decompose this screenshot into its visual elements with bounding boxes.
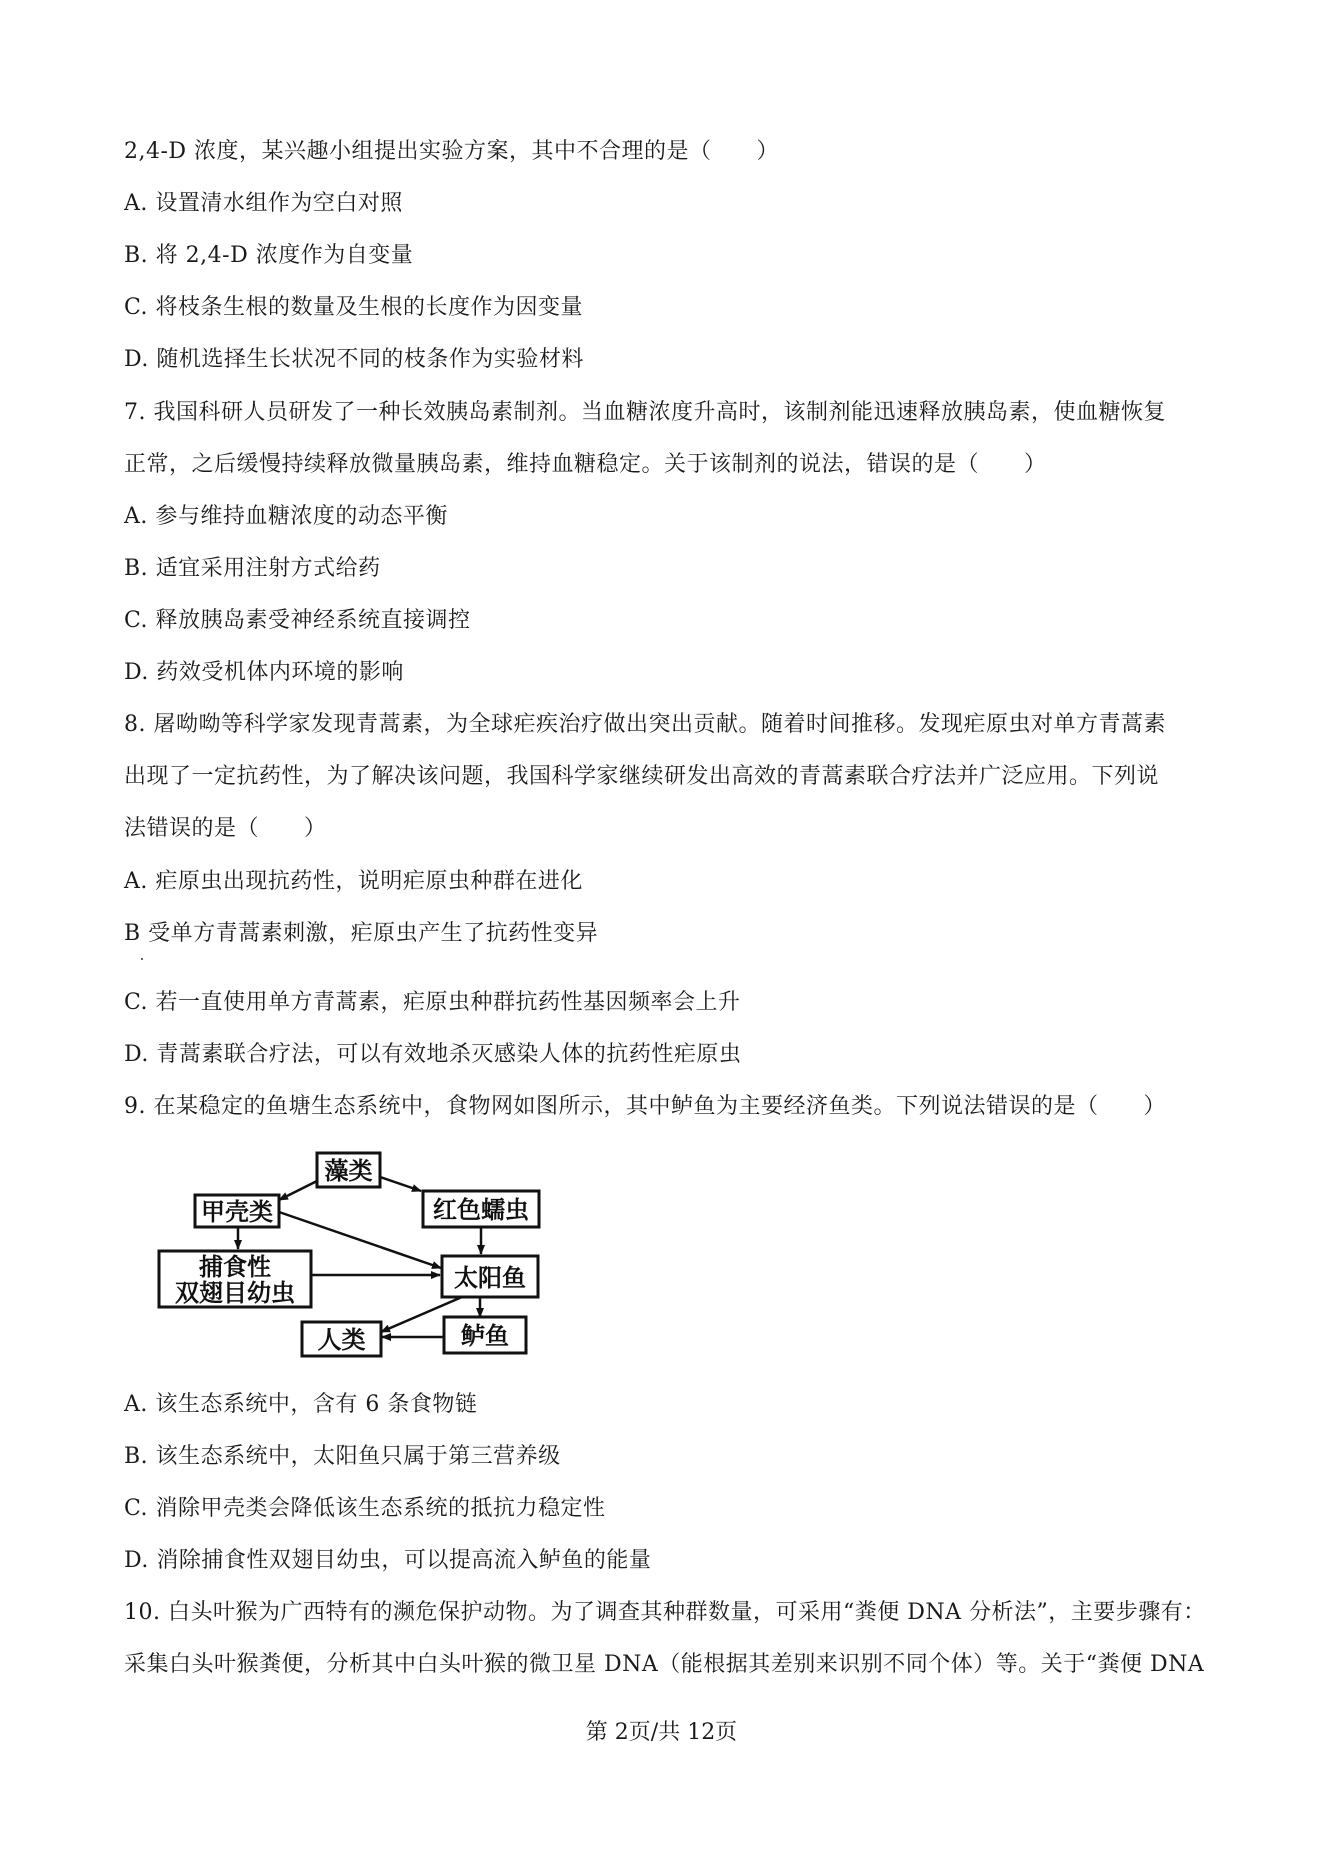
q8-stem-line2: 出现了一定抗药性，为了解决该问题，我国科学家继续研发出高效的青蒿素联合疗法并广泛应用。下列说 [124,764,1160,789]
q9-stem: 9. 在某稳定的鱼塘生态系统中，食物网如图所示，其中鲈鱼为主要经济鱼类。下列说法错误的是（ ） [124,1094,1166,1119]
q8-option-b: B 受单方青蒿素刺激，疟原虫产生了抗药性变异 [124,921,599,946]
q7-stem-line1: 7. 我国科研人员研发了一种长效胰岛素制剂。当血糖浓度升高时，该制剂能迅速释放胰岛素，使血糖恢复 [124,400,1166,425]
node-humans [302,1322,381,1356]
q10-stem-line2: 采集白头叶猴粪便，分析其中白头叶猴的微卫星 DNA（能根据其差别来识别不同个体）等。关于“粪便 DNA [124,1652,1205,1677]
q7-option-b: B. 适宜采用注射方式给药 [124,556,381,581]
q6-option-a: A. 设置清水组作为空白对照 [124,191,403,216]
q7-option-a: A. 参与维持血糖浓度的动态平衡 [124,504,448,529]
q8-option-d: D. 青蒿素联合疗法，可以有效地杀灭感染人体的抗药性疟原虫 [124,1042,742,1067]
node-predatory-larvae [159,1251,311,1307]
q7-option-c: C. 释放胰岛素受神经系统直接调控 [124,608,471,633]
arrow-algae-to-crustaceans [279,1181,317,1200]
svg-text:甲壳类: 甲壳类 [201,1198,273,1226]
svg-text:红色蠕虫: 红色蠕虫 [433,1196,529,1224]
node-sunfish [442,1256,538,1297]
q8-stem-line1: 8. 屠呦呦等科学家发现青蒿素，为全球疟疾治疗做出突出贡献。随着时间推移。发现疟原虫对单方青蒿素 [124,712,1166,737]
svg-text:太阳鱼: 太阳鱼 [454,1264,526,1292]
q8-option-a: A. 疟原虫出现抗药性，说明疟原虫种群在进化 [124,869,583,894]
q8-option-c: C. 若一直使用单方青蒿素，疟原虫种群抗药性基因频率会上升 [124,990,741,1015]
svg-text:捕食性: 捕食性 [199,1253,271,1281]
node-red-bloodworm [423,1191,539,1227]
stray-dot [141,958,143,960]
q9-option-c: C. 消除甲壳类会降低该生态系统的抵抗力稳定性 [124,1496,606,1521]
q8-stem-line3: 法错误的是（ ） [124,816,327,841]
page-footer: 第 2页/共 12页 [585,1720,738,1745]
q9-option-a: A. 该生态系统中，含有 6 条食物链 [124,1392,478,1417]
node-crustaceans [195,1195,279,1227]
q10-stem-line1: 10. 白头叶猴为广西特有的濒危保护动物。为了调查其种群数量，可采用“粪便 DNA 分析法”，主要步骤有： [124,1600,1206,1625]
svg-text:鲈鱼: 鲈鱼 [461,1322,509,1350]
svg-text:藻类: 藻类 [324,1157,373,1185]
food-web-diagram [150,1145,550,1367]
q7-option-d: D. 药效受机体内环境的影响 [124,660,404,685]
node-algae [317,1153,380,1187]
q9-option-b: B. 该生态系统中，太阳鱼只属于第三营养级 [124,1444,561,1469]
q7-stem-line2: 正常，之后缓慢持续释放微量胰岛素，维持血糖稳定。关于该制剂的说法，错误的是（ ） [124,452,1047,477]
q6-option-b: B. 将 2,4-D 浓度作为自变量 [124,243,414,268]
node-perch [444,1317,526,1353]
q6-option-c: C. 将枝条生根的数量及生根的长度作为因变量 [124,295,584,320]
svg-text:人类: 人类 [317,1326,366,1354]
arrow-algae-to-bloodworm [380,1177,421,1191]
q6-option-d: D. 随机选择生长状况不同的枝条作为实验材料 [124,347,584,372]
q6-stem-continuation: 2,4-D 浓度，某兴趣小组提出实验方案，其中不合理的是（ ） [124,139,780,164]
svg-text:双翅目幼虫: 双翅目幼虫 [175,1279,295,1307]
q9-option-d: D. 消除捕食性双翅目幼虫，可以提高流入鲈鱼的能量 [124,1548,652,1573]
